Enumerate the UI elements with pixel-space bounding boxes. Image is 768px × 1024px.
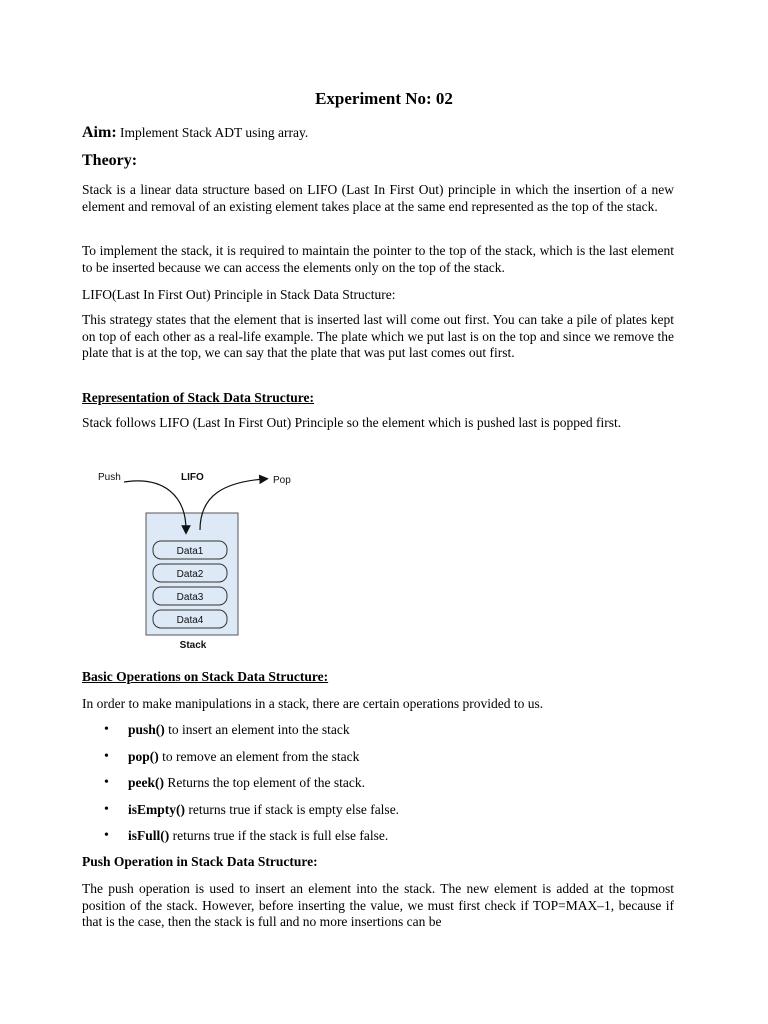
stack-item-4: Data4: [176, 615, 204, 626]
op-desc: Returns the top element of the stack.: [164, 775, 365, 790]
list-item: [82, 775, 642, 802]
op-name: peek(): [128, 775, 164, 790]
list-item: [82, 802, 642, 829]
aim-text: Implement Stack ADT using array.: [120, 125, 309, 140]
list-item: [82, 749, 642, 776]
basic-ops-intro: In order to make manipulations in a stack, there are certain operations provided to us.: [82, 696, 544, 711]
push-label: Push: [98, 472, 121, 483]
paragraph-lifo-heading: LIFO(Last In First Out) Principle in Stack Data Structure:: [82, 287, 396, 302]
theory-heading: Theory:: [82, 152, 138, 169]
op-name: isEmpty(): [128, 801, 185, 817]
stack-item-2: Data2: [176, 569, 204, 580]
list-item: [82, 722, 642, 749]
op-name: push(): [128, 722, 165, 737]
stack-item-3: Data3: [176, 592, 204, 603]
page-title: Experiment No: 02: [315, 89, 453, 108]
basic-ops-heading: Basic Operations on Stack Data Structure:: [82, 669, 329, 684]
representation-text: Stack follows LIFO (Last In First Out) Principle so the element which is pushed last is popped first.: [82, 415, 622, 430]
op-desc: to remove an element from the stack: [158, 748, 360, 764]
aim-line: [82, 124, 308, 142]
op-desc: returns true if stack is empty else false.: [185, 801, 400, 817]
push-op-heading: Push Operation in Stack Data Structure:: [82, 854, 318, 869]
stack-label: Stack: [179, 640, 207, 651]
stack-diagram: [94, 466, 304, 652]
operations-list: [82, 722, 642, 855]
representation-heading: Representation of Stack Data Structure:: [82, 390, 314, 405]
aim-label: Aim:: [82, 124, 117, 141]
paragraph-lifo-strategy: This strategy states that the element that is inserted last will come out first. You can take a pile of plates kept on top of each other as a real-life example. The plate which we put last is on the top and since we remove the plate that is at the top, we can say that the plate that was put last comes out first.: [82, 312, 674, 360]
pop-label: Pop: [273, 475, 291, 486]
stack-item-1: Data1: [176, 546, 204, 557]
op-desc: to insert an element into the stack: [164, 722, 350, 737]
push-op-text: The push operation is used to insert an element into the stack. The new element is added at the topmost position of the stack. However, before inserting the value, we must first check if TOP=MAX–1, because if that is the case, then the stack is full and no more insertions can be: [82, 881, 674, 929]
list-item: [82, 828, 642, 855]
lifo-label: LIFO: [181, 472, 204, 483]
paragraph-stack-pointer: To implement the stack, it is required to maintain the pointer to the top of the stack, which is the last element to be inserted because we can access the elements only on the top of the stack.: [82, 243, 674, 275]
op-name: pop(): [128, 748, 159, 764]
op-desc: returns true if the stack is full else false.: [169, 828, 389, 843]
op-name: isFull(): [128, 828, 170, 843]
paragraph-stack-definition: Stack is a linear data structure based on LIFO (Last In First Out) principle in which the insertion of a new element and removal of an existing element takes place at the same end represented as the top of the stack.: [82, 182, 674, 214]
